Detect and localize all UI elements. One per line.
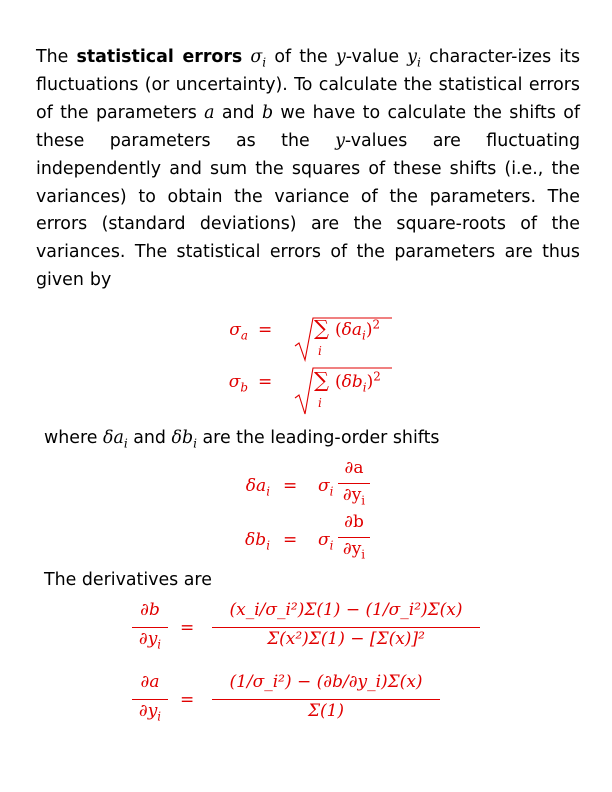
da-numerator: (1/σ_i²) − (∂b/∂y_i)Σ(x) <box>229 672 423 692</box>
y-i-symbol: $y_i$ <box>407 47 421 70</box>
intro-text-1: The <box>36 47 77 67</box>
equation-delta-a <box>0 458 612 512</box>
fraction-da-dyi-rhs <box>212 672 440 730</box>
delta-b-lhs: $\delta b_i$ <box>245 530 270 553</box>
y-symbol-2: y <box>335 130 345 151</box>
fraction-db-dyi-rhs <box>212 600 480 658</box>
sigma-i-2: $\sigma_i$ <box>318 530 334 553</box>
equals-sign: = <box>258 320 273 340</box>
sum-symbol-2: ∑ <box>314 368 329 392</box>
sum-index: i <box>318 344 322 358</box>
intro-text-2: of the <box>266 47 336 67</box>
fraction-db-dy: ∂b $\partial y_i$ <box>338 512 370 566</box>
sum-symbol: ∑ <box>314 316 329 340</box>
intro-text-7: -values are fluctuating independently and sum the squares of these shifts (i.e., the variances) to obtain the variance of the parameters. The errors (standard deviations) are the square-roots of the variances. The statistical errors of the parameters are thus given by <box>36 130 580 291</box>
derivatives-text: The derivatives are <box>44 570 212 590</box>
intro-paragraph <box>36 44 580 295</box>
intro-text-4: character-izes its fluctuations (or uncertainty). To calculate the statistical errors of the parameters <box>36 47 581 123</box>
sum-index-2: i <box>318 396 322 410</box>
delta-a-lhs: $\delta a_i$ <box>245 476 270 499</box>
fraction-da-dyi-lhs: ∂a $\partial y_i$ <box>132 672 168 730</box>
intro-text-6: we have to calculate the shifts of these parameters as the <box>36 102 580 151</box>
equals-sign-4: = <box>283 530 298 550</box>
equation-sigma-b <box>0 366 612 416</box>
equals-sign-6: = <box>180 690 195 710</box>
db-numerator: (x_i/σ_i²)Σ(1) − (1/σ_i²)Σ(x) <box>229 600 463 620</box>
sigma-b-lhs: $\sigma_b$ <box>228 372 248 395</box>
sigma-i: $\sigma_i$ <box>318 476 334 499</box>
equals-sign-2: = <box>258 372 273 392</box>
equation-delta-b <box>0 512 612 566</box>
where-text: where $\delta a_i$ and $\delta b_i$ are the leading-order shifts <box>44 428 440 451</box>
equation-da-dyi <box>0 672 612 730</box>
equals-sign-5: = <box>180 618 195 638</box>
intro-text-5: and <box>214 102 262 123</box>
db-denominator: Σ(x²)Σ(1) − [Σ(x)]² <box>267 629 425 649</box>
delta-b-squared: $(\delta b_i)^2$ <box>335 369 381 395</box>
fraction-db-dyi-lhs: ∂b $\partial y_i$ <box>132 600 168 658</box>
equation-db-dyi <box>0 600 612 658</box>
equals-sign-3: = <box>283 476 298 496</box>
delta-a-squared: $(\delta a_i)^2$ <box>335 317 381 343</box>
term-statistical-errors: statistical errors <box>76 47 243 67</box>
fraction-da-dy: ∂a $\partial y_i$ <box>338 458 370 512</box>
a-symbol: a <box>204 102 215 123</box>
sigma-a-lhs: $\sigma_a$ <box>229 320 248 343</box>
b-symbol: b <box>261 102 274 123</box>
intro-text-3: -value <box>345 47 408 67</box>
y-symbol: y <box>335 47 346 67</box>
sigma-i-symbol: $\sigma_i$ <box>250 47 267 70</box>
da-denominator: Σ(1) <box>307 701 345 721</box>
equation-sigma-a <box>0 316 612 362</box>
